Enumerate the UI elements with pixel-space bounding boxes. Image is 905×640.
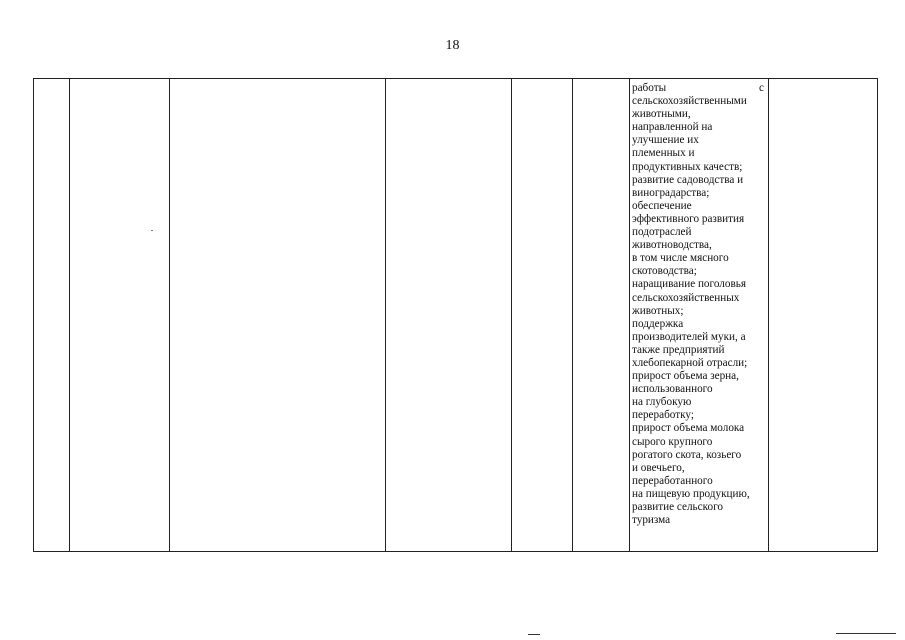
- footer-mark-right: [836, 633, 896, 634]
- cell-line: и овечьего,: [632, 461, 685, 474]
- page-number: 18: [445, 38, 460, 53]
- document-table: [33, 78, 878, 552]
- cell-line: племенных и: [632, 147, 695, 160]
- cell-line: продуктивных качеств;: [632, 160, 743, 173]
- cell-line: также предприятий: [632, 343, 725, 356]
- cell-line: переработанного: [632, 474, 713, 487]
- table-left-border: [33, 79, 34, 551]
- cell-line: рогатого скота, козьего: [632, 448, 742, 461]
- footer-mark-left: [528, 634, 540, 635]
- cell-line: наращивание поголовья: [632, 278, 746, 291]
- cell-line: сырого крупного: [632, 435, 713, 448]
- cell-line: переработку;: [632, 409, 694, 422]
- cell-line: производителей муки, а: [632, 330, 746, 343]
- cell-line: использованного: [632, 383, 713, 396]
- cell-line: на пищевую продукцию,: [632, 487, 750, 500]
- cell-line: направленной на: [632, 121, 713, 134]
- cell-line: хлебопекарной отрасли;: [632, 356, 748, 369]
- cell-line: подотраслей: [632, 226, 692, 239]
- cell-line: скотоводства;: [632, 265, 697, 278]
- cell-line: эффективного развития: [632, 212, 745, 225]
- measures-cell-text: [632, 82, 764, 527]
- cell-line: животных;: [632, 304, 684, 317]
- cell-word: работы: [632, 82, 667, 94]
- column-divider-5: [572, 79, 573, 551]
- column-divider-4: [511, 79, 512, 551]
- cell-line: виноградарства;: [632, 186, 710, 199]
- cell-line: прирост объема молока: [632, 422, 745, 435]
- table-right-border: [877, 79, 878, 551]
- cell-line: сельскохозяйственными: [632, 95, 747, 108]
- cell-line: в том числе мясного: [632, 252, 729, 265]
- cell-line: обеспечение: [632, 199, 692, 212]
- scan-speck: [151, 230, 153, 231]
- cell-line: животными,: [632, 108, 691, 121]
- column-divider-1: [69, 79, 70, 551]
- cell-word: с: [759, 82, 764, 94]
- cell-line: поддержка: [632, 317, 684, 330]
- cell-line: на глубокую: [632, 396, 692, 409]
- cell-line: [632, 82, 764, 95]
- cell-line: прирост объема зерна,: [632, 370, 739, 383]
- column-divider-2: [169, 79, 170, 551]
- column-divider-3: [385, 79, 386, 551]
- cell-line: сельскохозяйственных: [632, 291, 740, 304]
- column-divider-7: [768, 79, 769, 551]
- cell-line: животноводства,: [632, 239, 712, 252]
- cell-line: развитие сельского: [632, 501, 723, 513]
- cell-line: туризма: [632, 514, 671, 527]
- column-divider-6: [629, 79, 630, 551]
- cell-line: развитие садоводства и: [632, 173, 744, 186]
- cell-line: улучшение их: [632, 134, 699, 147]
